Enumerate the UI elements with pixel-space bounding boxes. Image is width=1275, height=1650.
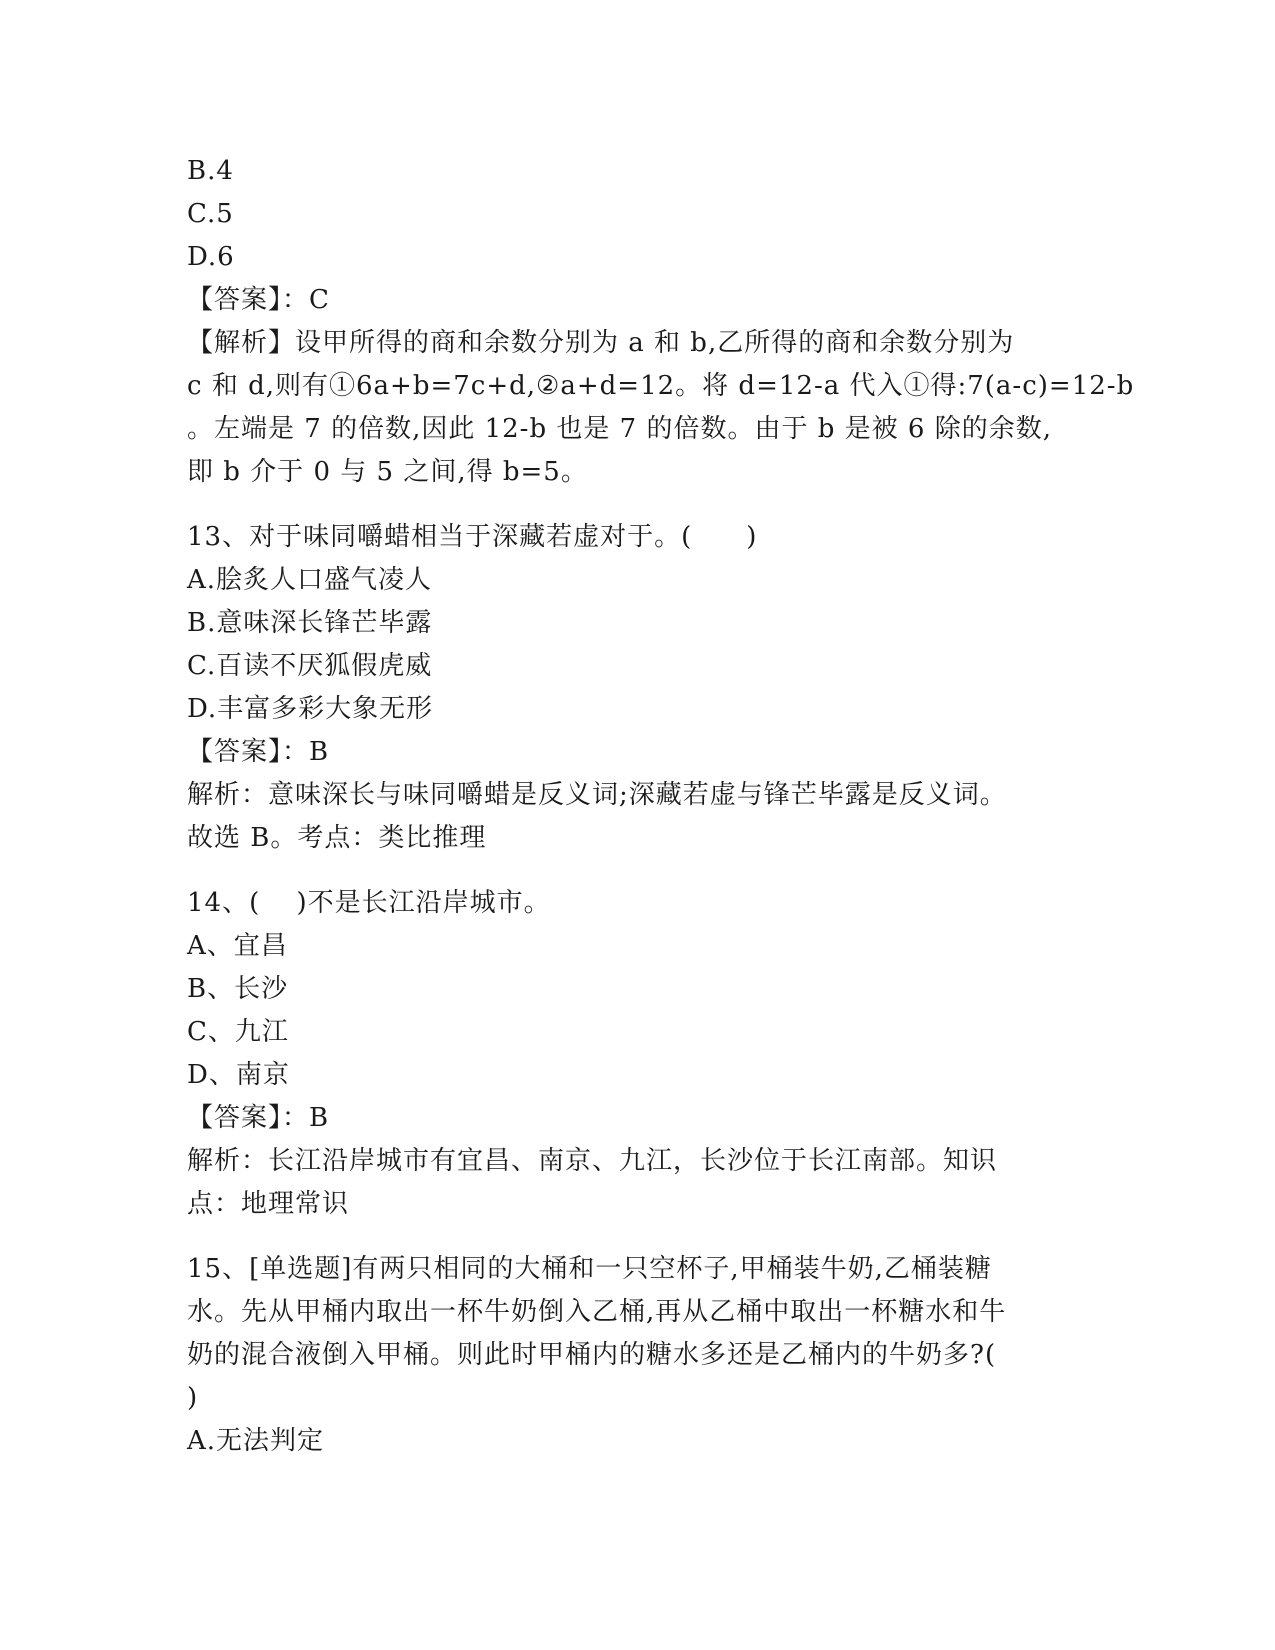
analysis-line: 【解析】设甲所得的商和余数分别为 a 和 b,乙所得的商和余数分别为: [187, 328, 1015, 358]
question-12-continued: [187, 150, 1135, 494]
option-c: C.百读不厌狐假虎威: [187, 651, 433, 681]
analysis-line: 解析：意味深长与味同嚼蜡是反义词;深藏若虚与锋芒毕露是反义词。: [187, 780, 1007, 810]
answer: 【答案】：B: [187, 737, 330, 767]
document-page: [187, 150, 1135, 1463]
option-b: B、长沙: [187, 974, 289, 1004]
analysis-line: c 和 d,则有①6a+b=7c+d,②a+d=12。将 d=12-a 代入①得:7(a-c)=12-b: [187, 371, 1135, 401]
question-14: [187, 882, 1087, 1226]
question-text-line: 15、[单选题]有两只相同的大桶和一只空杯子,甲桶装牛奶,乙桶装糖: [187, 1254, 992, 1284]
analysis-line: 解析：长江沿岸城市有宜昌、南京、九江，长沙位于长江南部。知识: [187, 1146, 998, 1176]
option-a: A.脍炙人口盛气凌人: [187, 565, 433, 595]
answer: 【答案】：B: [187, 1103, 330, 1133]
question-text: 13、对于味同嚼蜡相当于深藏若虚对于。( ): [187, 522, 758, 552]
question-15: [187, 1248, 1087, 1463]
option-a: A、宜昌: [187, 931, 288, 961]
option-c: C、九江: [187, 1017, 289, 1047]
analysis-line: 。左端是 7 的倍数,因此 12-b 也是 7 的倍数。由于 b 是被 6 除的余数,: [187, 414, 1052, 444]
option-b: B.意味深长锋芒毕露: [187, 608, 433, 638]
analysis-line: 点：地理常识: [187, 1189, 350, 1219]
question-text-line: 水。先从甲桶内取出一杯牛奶倒入乙桶,再从乙桶中取出一杯糖水和牛: [187, 1297, 1007, 1327]
question-text-line: 奶的混合液倒入甲桶。则此时甲桶内的糖水多还是乙桶内的牛奶多?(: [187, 1340, 997, 1370]
option-d: D.6: [187, 242, 235, 272]
analysis-line: 故选 B。考点：类比推理: [187, 823, 487, 853]
answer: 【答案】：C: [187, 285, 330, 315]
option-d: D、南京: [187, 1060, 290, 1090]
option-d: D.丰富多彩大象无形: [187, 694, 434, 724]
option-a: A.无法判定: [187, 1426, 325, 1456]
question-13: [187, 516, 1087, 860]
question-text-line: ): [187, 1383, 199, 1413]
question-text: 14、( )不是长江沿岸城市。: [187, 888, 551, 918]
option-c: C.5: [187, 199, 234, 229]
analysis-line: 即 b 介于 0 与 5 之间,得 b=5。: [187, 457, 588, 487]
option-b: B.4: [187, 156, 234, 186]
